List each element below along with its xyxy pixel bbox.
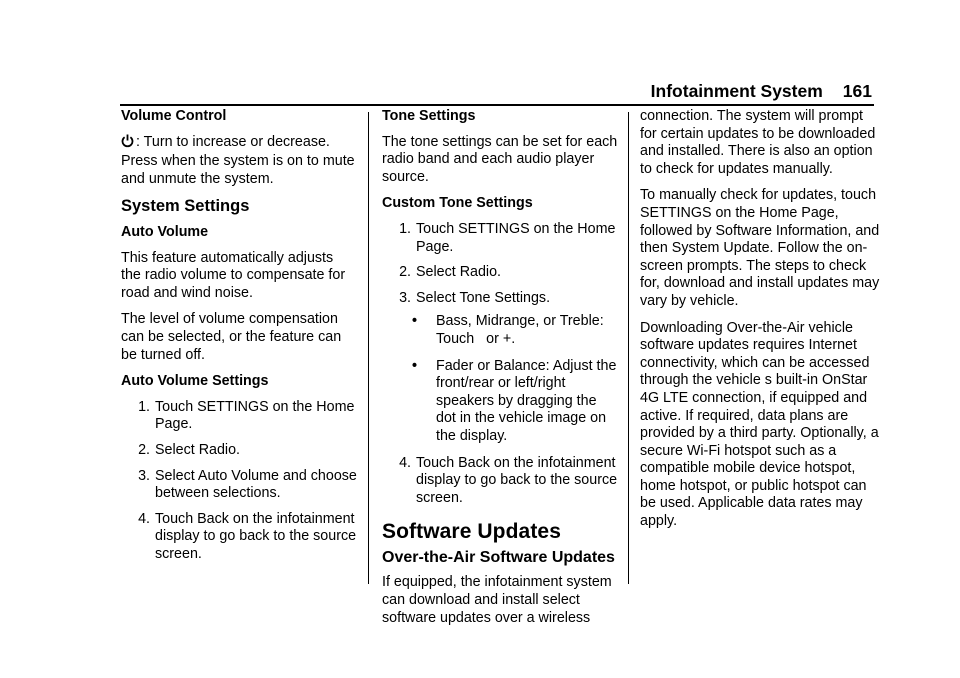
column-1	[121, 108, 357, 571]
list-item: 3. Select Tone Settings.	[399, 289, 551, 306]
list-item: 1. Touch SETTINGS on the Home Page.	[399, 220, 616, 255]
list-item: 2. Select Radio.	[138, 441, 241, 458]
list-item: 1. Touch SETTINGS on the Home Page.	[138, 398, 355, 433]
column-divider	[628, 112, 629, 584]
bullet-item: • Fader or Balance: Adjust the front/rear or left/right speakers by dragging the dot in the vehicle image on the display.	[412, 357, 617, 444]
software-updates-heading: Software Updates	[382, 520, 561, 544]
column-3	[640, 108, 880, 540]
list-item: 2. Select Radio.	[399, 264, 502, 281]
paragraph: Downloading Over-the-Air vehicle software updates requires Internet connectivity, which can be accessed through the vehicle s built-in OnStar 4G LTE connection, if equipped and active. If required, data plans are provided by a third party. Optionally, a secure Wi-Fi hotspot such as a compatible mobile device hotspot, home hotspot, or public hotspot can be used. Applicable data rates may apply.	[640, 319, 879, 530]
power-icon	[121, 134, 134, 154]
list-item: 3. Select Auto Volume and choose between selections.	[138, 467, 357, 502]
ota-text: If equipped, the infotainment system can download and install select software updates over a wireless	[382, 574, 612, 626]
volume-control-heading: Volume Control	[121, 108, 227, 124]
tone-steps	[382, 221, 618, 307]
auto-volume-paragraph: This feature automatically adjusts the radio volume to compensate for road and wind noise.	[121, 249, 346, 301]
list-item: 4. Touch Back on the infotainment display to go back to the source screen.	[399, 454, 618, 506]
list-item: 4. Touch Back on the infotainment display to go back to the source screen.	[138, 510, 357, 562]
auto-volume-heading: Auto Volume	[121, 223, 209, 240]
tone-settings-heading: Tone Settings	[382, 108, 476, 124]
tone-settings-text: The tone settings can be set for each radio band and each audio player source.	[382, 133, 618, 185]
auto-volume-paragraph: The level of volume compensation can be selected, or the feature can be turned off.	[121, 311, 342, 363]
auto-volume-steps	[121, 399, 357, 564]
tone-bullets	[412, 313, 618, 445]
ota-heading: Over-the-Air Software Updates	[382, 548, 615, 566]
section-title: Infotainment System	[650, 81, 823, 101]
page-number: 161	[842, 81, 872, 101]
volume-control-text: : Turn to increase or decrease. Press when the system is on to mute and unmute the system.	[121, 133, 355, 187]
paragraph: connection. The system will prompt for certain updates to be downloaded and installed. There is also an option to check for updates manually.	[640, 108, 876, 177]
column-2	[382, 108, 618, 636]
tone-steps-continued	[382, 455, 618, 508]
page-header	[651, 80, 872, 102]
bullet-item: • Bass, Midrange, or Treble: Touch or +.	[412, 313, 604, 347]
header-rule	[120, 104, 874, 106]
custom-tone-heading: Custom Tone Settings	[382, 195, 533, 212]
column-divider	[368, 112, 369, 584]
system-settings-heading: System Settings	[121, 197, 250, 216]
paragraph: To manually check for updates, touch SETTINGS on the Home Page, followed by Software Information, and then System Update. Follow the on-screen prompts. The steps to check for, download and install updates may vary by vehicle.	[640, 187, 880, 309]
auto-volume-settings-heading: Auto Volume Settings	[121, 373, 269, 390]
